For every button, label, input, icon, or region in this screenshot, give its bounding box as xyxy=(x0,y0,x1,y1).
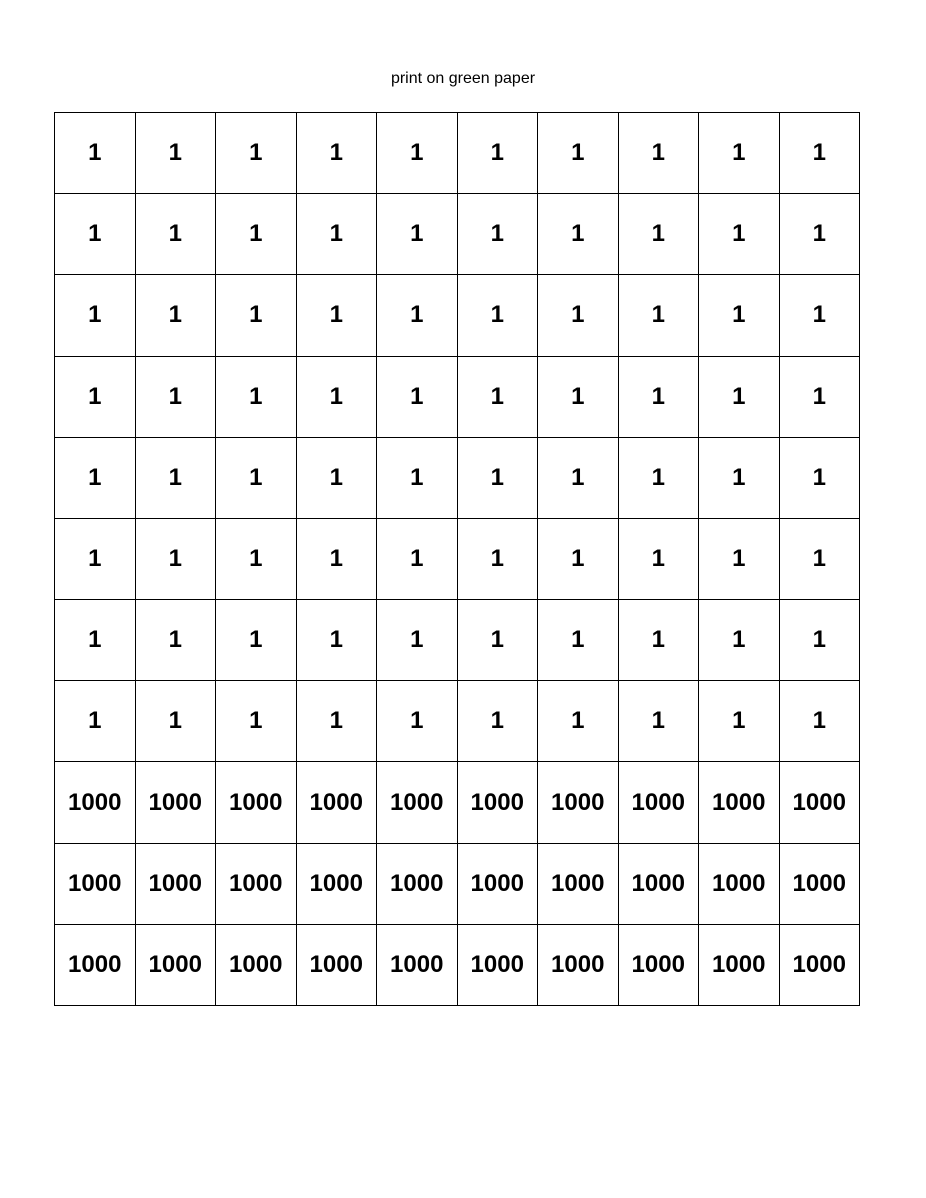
number-card-cell: 1000 xyxy=(216,925,297,1006)
number-card-cell: 1 xyxy=(136,113,217,194)
number-card-cell: 1 xyxy=(538,438,619,519)
number-card-cell: 1 xyxy=(538,519,619,600)
number-card-cell: 1 xyxy=(780,519,861,600)
number-card-cell: 1000 xyxy=(780,844,861,925)
number-card-cell: 1000 xyxy=(619,925,700,1006)
number-card-cell: 1 xyxy=(55,681,136,762)
number-card-cell: 1 xyxy=(136,600,217,681)
number-card-cell: 1 xyxy=(538,600,619,681)
number-card-cell: 1000 xyxy=(136,762,217,843)
number-card-grid xyxy=(54,112,860,1006)
number-card-cell: 1 xyxy=(619,600,700,681)
number-card-cell: 1 xyxy=(458,438,539,519)
number-card-cell: 1000 xyxy=(619,762,700,843)
number-card-cell: 1 xyxy=(699,113,780,194)
number-card-cell: 1 xyxy=(216,681,297,762)
number-card-cell: 1 xyxy=(216,194,297,275)
number-card-cell: 1 xyxy=(216,600,297,681)
number-card-cell: 1 xyxy=(699,600,780,681)
number-card-cell: 1000 xyxy=(458,844,539,925)
number-card-cell: 1 xyxy=(55,113,136,194)
number-card-cell: 1000 xyxy=(780,925,861,1006)
number-card-cell: 1 xyxy=(377,194,458,275)
number-card-cell: 1 xyxy=(297,275,378,356)
number-card-cell: 1000 xyxy=(136,844,217,925)
number-card-cell: 1000 xyxy=(538,844,619,925)
number-card-cell: 1 xyxy=(538,357,619,438)
number-card-cell: 1 xyxy=(538,194,619,275)
number-card-cell: 1 xyxy=(780,113,861,194)
number-card-cell: 1 xyxy=(377,681,458,762)
number-card-cell: 1 xyxy=(297,438,378,519)
number-card-cell: 1000 xyxy=(538,925,619,1006)
number-card-cell: 1 xyxy=(458,519,539,600)
number-card-cell: 1 xyxy=(55,438,136,519)
number-card-cell: 1 xyxy=(55,275,136,356)
number-card-cell: 1 xyxy=(619,275,700,356)
number-card-cell: 1000 xyxy=(297,762,378,843)
number-card-cell: 1 xyxy=(538,681,619,762)
number-card-cell: 1 xyxy=(538,275,619,356)
number-card-cell: 1000 xyxy=(619,844,700,925)
number-card-cell: 1000 xyxy=(297,844,378,925)
number-card-cell: 1 xyxy=(538,113,619,194)
number-card-cell: 1000 xyxy=(699,925,780,1006)
number-card-cell: 1 xyxy=(216,438,297,519)
number-card-cell: 1000 xyxy=(136,925,217,1006)
number-card-cell: 1 xyxy=(780,357,861,438)
number-card-cell: 1 xyxy=(297,519,378,600)
number-card-cell: 1000 xyxy=(699,762,780,843)
number-card-cell: 1 xyxy=(377,113,458,194)
number-card-cell: 1 xyxy=(297,681,378,762)
number-card-cell: 1 xyxy=(377,600,458,681)
number-card-cell: 1 xyxy=(699,519,780,600)
number-card-cell: 1 xyxy=(55,600,136,681)
number-card-cell: 1 xyxy=(780,600,861,681)
number-card-cell: 1000 xyxy=(216,844,297,925)
number-card-cell: 1 xyxy=(458,600,539,681)
number-card-cell: 1 xyxy=(55,357,136,438)
number-card-cell: 1 xyxy=(458,194,539,275)
number-card-cell: 1 xyxy=(377,438,458,519)
number-card-cell: 1 xyxy=(780,438,861,519)
number-card-cell: 1 xyxy=(377,519,458,600)
number-card-cell: 1 xyxy=(780,681,861,762)
number-card-cell: 1 xyxy=(297,600,378,681)
number-card-cell: 1 xyxy=(619,357,700,438)
number-card-cell: 1000 xyxy=(55,925,136,1006)
number-card-cell: 1000 xyxy=(297,925,378,1006)
number-card-cell: 1 xyxy=(297,113,378,194)
number-card-cell: 1 xyxy=(619,681,700,762)
number-card-cell: 1 xyxy=(216,519,297,600)
number-card-cell: 1000 xyxy=(216,762,297,843)
number-card-cell: 1 xyxy=(699,357,780,438)
number-card-cell: 1000 xyxy=(458,762,539,843)
number-card-cell: 1 xyxy=(699,681,780,762)
number-card-cell: 1 xyxy=(458,113,539,194)
number-card-cell: 1 xyxy=(699,194,780,275)
number-card-cell: 1000 xyxy=(780,762,861,843)
number-card-cell: 1 xyxy=(55,519,136,600)
number-card-cell: 1 xyxy=(297,357,378,438)
number-card-cell: 1 xyxy=(216,113,297,194)
number-card-cell: 1 xyxy=(458,275,539,356)
number-card-cell: 1000 xyxy=(377,925,458,1006)
number-card-cell: 1 xyxy=(780,194,861,275)
number-card-cell: 1 xyxy=(136,357,217,438)
number-card-cell: 1 xyxy=(377,275,458,356)
number-card-cell: 1 xyxy=(55,194,136,275)
number-card-cell: 1000 xyxy=(538,762,619,843)
number-card-cell: 1000 xyxy=(55,762,136,843)
number-card-cell: 1 xyxy=(619,519,700,600)
number-card-cell: 1 xyxy=(780,275,861,356)
number-card-cell: 1000 xyxy=(377,844,458,925)
number-card-cell: 1000 xyxy=(458,925,539,1006)
number-card-cell: 1 xyxy=(136,519,217,600)
number-card-cell: 1000 xyxy=(699,844,780,925)
page-instruction: print on green paper xyxy=(390,70,536,87)
number-card-cell: 1 xyxy=(458,681,539,762)
number-card-cell: 1 xyxy=(216,275,297,356)
number-card-cell: 1 xyxy=(619,194,700,275)
number-card-cell: 1 xyxy=(136,438,217,519)
number-card-cell: 1 xyxy=(297,194,378,275)
number-card-cell: 1 xyxy=(699,438,780,519)
number-card-cell: 1000 xyxy=(377,762,458,843)
number-card-cell: 1 xyxy=(377,357,458,438)
number-card-cell: 1 xyxy=(136,194,217,275)
number-card-cell: 1 xyxy=(458,357,539,438)
number-card-cell: 1000 xyxy=(55,844,136,925)
number-card-cell: 1 xyxy=(619,438,700,519)
number-card-cell: 1 xyxy=(619,113,700,194)
number-card-cell: 1 xyxy=(136,275,217,356)
number-card-cell: 1 xyxy=(216,357,297,438)
number-card-cell: 1 xyxy=(136,681,217,762)
number-card-cell: 1 xyxy=(699,275,780,356)
